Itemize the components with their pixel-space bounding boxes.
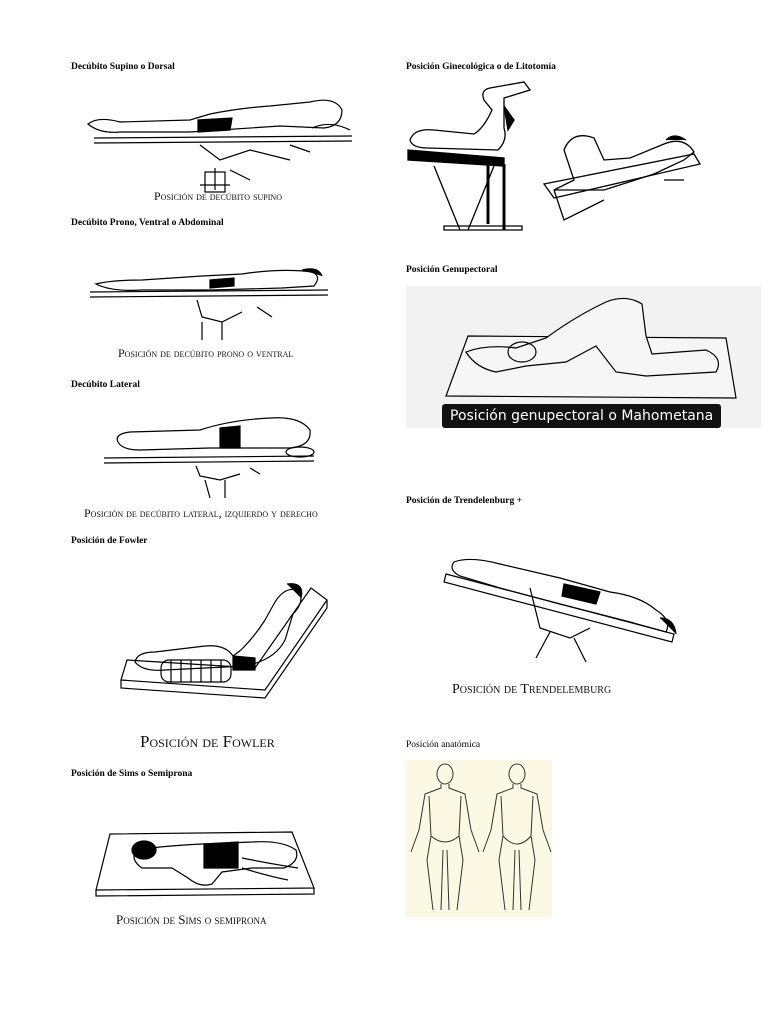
heading-trendelenburg: Posición de Trendelenburg + <box>406 496 522 506</box>
heading-supino: Decúbito Supino o Dorsal <box>71 62 175 72</box>
anatomical-position-illustration <box>405 760 552 917</box>
heading-ginecologica: Posición Ginecológica o de Litotomía <box>406 62 556 72</box>
heading-anatomica: Posición anatómica <box>406 740 481 750</box>
heading-genupectoral: Posición Genupectoral <box>406 265 498 275</box>
prone-position-illustration <box>82 262 332 344</box>
genupectoral-caption-banner: Posición genupectoral o Mahometana <box>442 404 721 428</box>
caption-lateral: Posición de decúbito lateral, izquierdo y derecho <box>84 506 318 520</box>
lithotomy-position-illustration <box>404 80 704 238</box>
heading-lateral: Decúbito Lateral <box>71 380 140 390</box>
caption-supino: Posición de decúbito supino <box>154 189 282 203</box>
caption-trendelenburg: Posición de Trendelemburg <box>452 682 612 697</box>
supine-position-illustration <box>80 90 370 195</box>
heading-fowler: Posición de Fowler <box>71 536 148 546</box>
caption-fowler: Posición de Fowler <box>140 732 275 751</box>
heading-prono: Decúbito Prono, Ventral o Abdominal <box>71 218 224 228</box>
sims-position-illustration <box>92 828 320 900</box>
caption-sims: Posición de Sims o semiprona <box>116 912 267 927</box>
trendelenburg-position-illustration <box>440 548 680 670</box>
fowler-position-illustration <box>115 580 335 705</box>
lateral-position-illustration <box>100 410 320 502</box>
heading-sims: Posición de Sims o Semiprona <box>71 769 193 779</box>
caption-prono: Posición de decúbito prono o ventral <box>118 346 294 360</box>
